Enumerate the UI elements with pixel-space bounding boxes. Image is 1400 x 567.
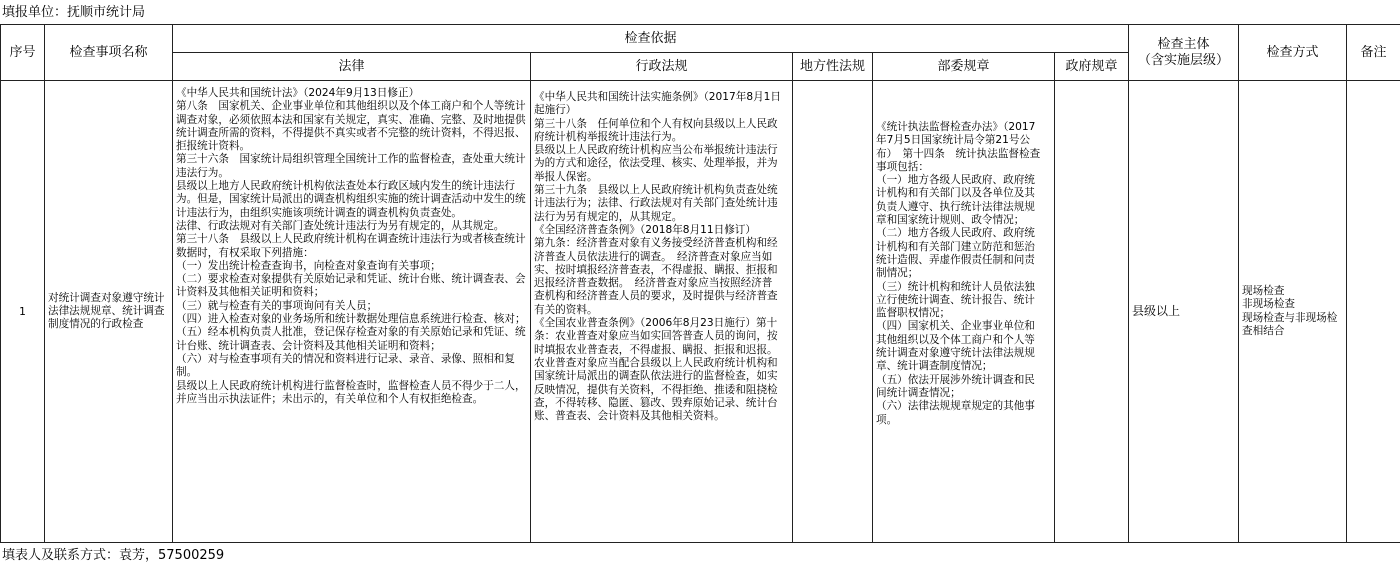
law-paragraph: （二）要求检查对象提供有关原始记录和凭证、统计台账、统计调查表、会计资料及其他相关证明和资料； <box>176 273 526 299</box>
row-seq: 1 <box>1 81 45 543</box>
law-paragraph: 县级以上人民政府统计机构进行监督检查时，监督检查人员不得少于二人，并应当出示执法证件；未出示的，有关单位和个人有权拒绝检查。 <box>176 379 526 405</box>
row-method <box>1239 81 1347 543</box>
ministry-rule-paragraph: （三）统计机构和统计人员依法独立行使统计调查、统计报告、统计监督职权情况； <box>876 280 1035 320</box>
row-subject <box>1129 81 1239 543</box>
law-paragraph: （六）对与检查事项有关的情况和资料进行记录、录音、录像、照相和复制。 <box>176 352 515 379</box>
header-remark: 备注 <box>1347 25 1400 81</box>
ministry-rule-paragraph: （一）地方各级人民政府、政府统计机构和有关部门以及各单位及其负责人遵守、执行统计法律法规规章和国家统计规则、政令情况； <box>876 174 1035 227</box>
header-ministry-rule: 部委规章 <box>873 53 1055 81</box>
method-list <box>1239 285 1346 338</box>
law-paragraph: 法律、行政法规对有关部门查处统计违法行为另有规定的，从其规定。 <box>176 219 505 232</box>
row-law <box>173 81 531 543</box>
admin-reg-text <box>531 81 792 423</box>
law-paragraph: 第三十八条 县级以上人民政府统计机构在调查统计违法行为或者核查统计数据时，有权采取下列措施： <box>176 233 526 259</box>
row-ministry-rule <box>873 81 1055 543</box>
header-gov-rule: 政府规章 <box>1055 53 1129 81</box>
method-item: 现场检查与非现场检查相结合 <box>1242 311 1338 337</box>
ministry-rule-paragraph: （四）国家机关、企业事业单位和其他组织以及个体工商户和个人等统计调查对象遵守统计法律法规规章、统计调查制度情况； <box>876 320 1035 373</box>
ministry-rule-text <box>873 81 1054 427</box>
header-seq: 序号 <box>1 25 45 81</box>
admin-reg-paragraph: 《全国农业普查条例》（2006年8月23日施行）第十条：农业普查对象应当如实回答普查人员的询问，按时填报农业普查表，不得虚报、瞒报、拒报和迟报。农业普查对象应当配合县级以上人民政府统计机构和国家统计局派出的调查队依法进行的监督检查，如实反映情况，提供有关资料，不得拒绝、推诿和阻挠检查，不得转移、隐匿、篡改、毁弃原始记录、统计台账、普查表、会计资料及其他相关资料。 <box>534 317 778 423</box>
header-law: 法律 <box>173 53 531 81</box>
header-basis: 检查依据 <box>173 25 1129 53</box>
admin-reg-paragraph: 县级以上人民政府统计机构应当公布举报统计违法行为的方式和途径，依法受理、核实、处理举报，并为举报人保密。 <box>534 144 778 183</box>
header-subject-title: 检查主体 <box>1157 36 1210 52</box>
row-gov-rule <box>1055 81 1129 543</box>
admin-reg-paragraph: 第三十九条 县级以上人民政府统计机构负责查处统计违法行为；法律、行政法规对有关部门查处统计违法行为另有规定的，从其规定。 <box>534 184 778 223</box>
ministry-rule-paragraph: （六）法律法规规章规定的其他事项。 <box>876 400 1035 426</box>
admin-reg-paragraph: 《全国经济普查条例》（2018年8月11日修订） <box>534 223 756 236</box>
law-paragraph: 第三十六条 国家统计局组织管理全国统计工作的监督检查，查处重大统计违法行为。 <box>176 153 526 179</box>
header-admin-reg: 行政法规 <box>531 53 793 81</box>
row-subject-text: 县级以上 <box>1132 303 1181 318</box>
header-local-reg: 地方性法规 <box>793 53 873 81</box>
header-subject-sub: （含实施层级） <box>1138 52 1230 68</box>
law-paragraph: 《中华人民共和国统计法》（2024年9月13日修正） <box>176 87 420 99</box>
admin-reg-paragraph: 第九条：经济普查对象有义务接受经济普查机构和经济普查人员依法进行的调查。 经济普查对象应当如实、按时填报经济普查表，不得虚报、瞒报、拒报和迟报经济普查数据。 经济普查对象应当按照经济普查机构和经济普查人员的要求，及时提供与经济普查有关的资料。 <box>534 237 778 316</box>
row-remark <box>1347 81 1400 543</box>
row-item-name <box>45 81 173 543</box>
ministry-rule-paragraph: 《统计执法监督检查办法》（2017年7月5日国家统计局令第21号公布） 第十四条 统计执法监督检查事项包括： <box>876 121 1041 173</box>
method-item: 现场检查 <box>1242 284 1285 297</box>
law-paragraph: （四）进入检查对象的业务场所和统计数据处理信息系统进行检查、核对； <box>176 313 526 326</box>
row-item-name-text: 对统计调查对象遵守统计法律法规规章、统计调查制度情况的行政检查 <box>48 291 165 331</box>
row-admin-reg <box>531 81 793 543</box>
law-paragraph: （五）经本机构负责人批准，登记保存检查对象的有关原始记录和凭证、统计台账、统计调查表、会计资料及其他相关证明和资料； <box>176 326 526 352</box>
header-method: 检查方式 <box>1239 25 1347 81</box>
ministry-rule-paragraph: （五）依法开展涉外统计调查和民间统计调查情况； <box>876 373 1035 399</box>
law-text <box>173 81 530 406</box>
table-row <box>1 81 1400 543</box>
method-item: 非现场检查 <box>1242 298 1296 311</box>
admin-reg-paragraph: 《中华人民共和国统计法实施条例》（2017年8月1日起施行） <box>534 91 782 117</box>
report-unit: 填报单位：抚顺市统计局 <box>2 5 146 20</box>
header-item-name: 检查事项名称 <box>45 25 173 81</box>
contact-footer: 填表人及联系方式：袁芳，57500259 <box>2 548 225 563</box>
law-paragraph: 第八条 国家机关、企业事业单位和其他组织以及个体工商户和个人等统计调查对象，必须依照本法和国家有关规定，真实、准确、完整、及时地提供统计调查所需的资料，不得提供不真实或者不完整的统计资料，不得迟报、拒报统计资料。 <box>176 100 526 153</box>
law-paragraph: 县级以上地方人民政府统计机构依法查处本行政区域内发生的统计违法行为。但是，国家统计局派出的调查机构组织实施的统计调查活动中发生的统计违法行为，由组织实施该项统计调查的调查机构负责查处。 <box>176 180 526 219</box>
ministry-rule-paragraph: （二）地方各级人民政府、政府统计机构和有关部门建立防范和惩治统计造假、弄虚作假责任制和问责制情况； <box>876 227 1035 280</box>
header-subject <box>1129 25 1239 81</box>
row-local-reg <box>793 81 873 543</box>
inspection-table <box>0 24 1400 543</box>
law-paragraph: （一）发出统计检查查询书，向检查对象查询有关事项； <box>176 259 441 272</box>
admin-reg-paragraph: 第三十八条 任何单位和个人有权向县级以上人民政府统计机构举报统计违法行为。 <box>534 117 778 143</box>
law-paragraph: （三）就与检查有关的事项询问有关人员； <box>176 299 378 312</box>
